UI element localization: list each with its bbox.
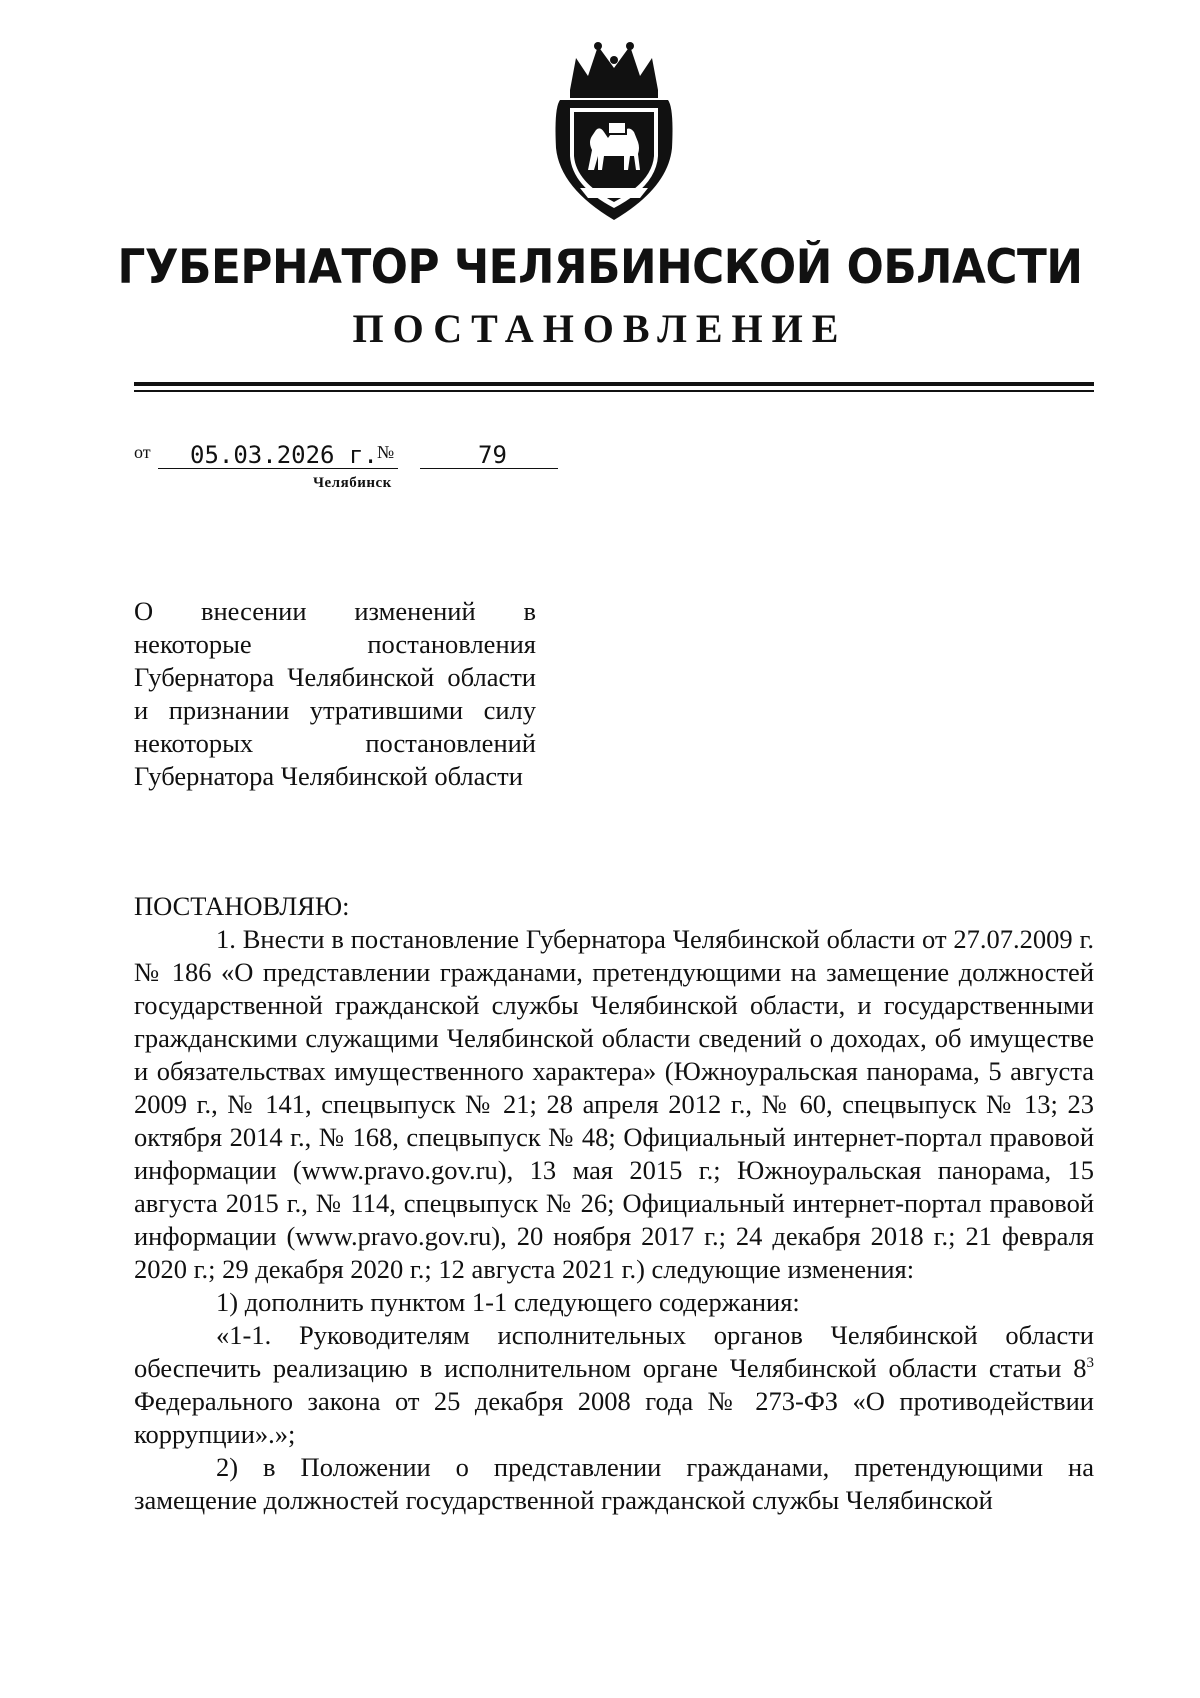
decree-word: ПОСТАНОВЛЯЮ:	[134, 891, 350, 921]
document-body	[134, 890, 1094, 1517]
paragraph-4: 2) в Положении о представлении гражданами, претендующими на замещение должностей государственной гражданской службы Челябинской	[134, 1452, 1094, 1515]
document-type-title: ПОСТАНОВЛЕНИЕ	[352, 306, 848, 351]
document-city: Челябинск	[313, 475, 392, 491]
header-divider-thick	[134, 382, 1094, 386]
coat-of-arms-emblem	[540, 38, 688, 224]
coat-of-arms-icon	[540, 38, 688, 224]
document-number: 79	[478, 441, 507, 469]
paragraph-2: 1) дополнить пунктом 1-1 следующего содержания:	[216, 1287, 800, 1317]
header-divider-thin	[134, 390, 1094, 392]
document-date: 05.03.2026 г.	[190, 441, 378, 469]
date-prefix-label: от	[134, 442, 151, 462]
paragraph-3	[134, 1319, 1094, 1451]
document-subject: О внесении изменений в некоторые постановления Губернатора Челябинской области и признании утратившими силу некоторых постановлений Губернатора Челябинской области	[134, 596, 536, 791]
article-superscript: 3	[1086, 1355, 1094, 1372]
paragraph-3-text-start: «1-1. Руководителям исполнительных органов Челябинской области обеспечить реализацию в исполнительном органе Челябинской области статьи 8	[134, 1320, 1094, 1383]
number-prefix-label: №	[377, 442, 395, 462]
paragraph-3-text-end: Федерального закона от 25 декабря 2008 года № 273-ФЗ «О противодействии коррупции».»;	[134, 1386, 1094, 1449]
paragraph-1: 1. Внести в постановление Губернатора Челябинской области от 27.07.2009 г. № 186 «О представлении гражданами, претендующими на замещение должностей государственной гражданской службы Челябинской области, и государственными гражданскими служащими Челябинской области сведений о доходах, об имуществе и обязательствах имущественного характера» (Южноуральская панорама, 5 августа 2009 г., № 141, спецвыпуск № 21; 28 апреля 2012 г., № 60, спецвыпуск № 13; 23 октября 2014 г., № 168, спецвыпуск № 48; Официальный интернет-портал правовой информации (www.pravo.gov.ru), 13 мая 2015 г.; Южноуральская панорама, 15 августа 2015 г., № 114, спецвыпуск № 26; Официальный интернет-портал правовой информации (www.pravo.gov.ru), 20 ноября 2017 г.; 24 декабря 2018 г.; 21 февраля 2020 г.; 29 декабря 2020 г.; 12 августа 2021 г.) следующие изменения:	[134, 924, 1094, 1284]
document-issuer-title: ГУБЕРНАТОР ЧЕЛЯБИНСКОЙ ОБЛАСТИ	[117, 240, 1083, 295]
